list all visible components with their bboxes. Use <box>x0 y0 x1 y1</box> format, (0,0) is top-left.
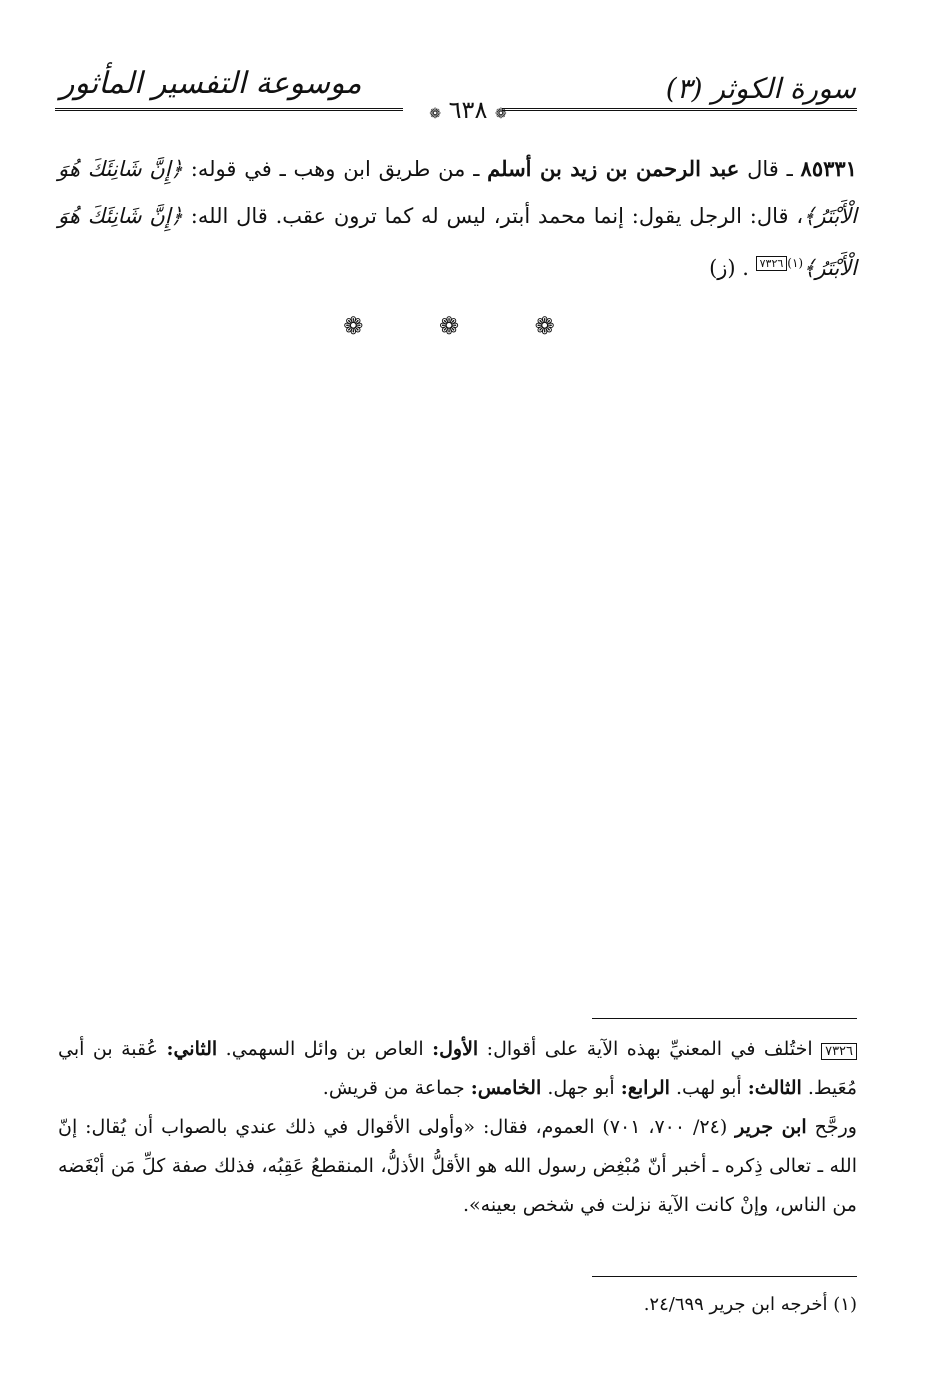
entry-intro: ـ قال <box>747 157 793 181</box>
source-footnote: (١) أخرجه ابن جرير ٢٤/٦٩٩. <box>643 1294 857 1315</box>
quran-quote-1: ﴿إِنَّ شَانِئَكَ هُوَ الْأَبْتَرُ﴾ <box>58 157 857 228</box>
commentary-p2-start: ورجَّح <box>814 1116 857 1138</box>
footnote-marker: (١) <box>787 256 804 270</box>
main-entry <box>58 145 857 292</box>
header-rule-left <box>55 108 403 111</box>
entry-end: . (ز) <box>709 256 749 280</box>
entry-number: ٨٥٣٣١ <box>800 156 857 181</box>
opinion-4-value: أبو جهل. <box>547 1077 615 1099</box>
section-separator: ❁ ❁ ❁ <box>343 312 589 340</box>
commentary-box-number: ٧٣٢٦ <box>821 1043 857 1060</box>
opinion-5-value: جماعة من قريش. <box>322 1077 465 1099</box>
opinion-4-label: الرابع: <box>620 1077 670 1099</box>
header-rule-right <box>502 108 857 111</box>
surah-header: سورة الكوثر (٣) <box>665 72 856 105</box>
commentary-reference-box: ٧٣٢٦ <box>756 256 788 271</box>
commentary-p1: اختُلف في المعنيِّ بهذه الآية على أقوال: <box>486 1038 813 1060</box>
ornament-icon: ❁ <box>429 106 442 122</box>
scholar-name: ابن جرير <box>735 1116 807 1138</box>
narrator-name: عبد الرحمن بن زيد بن أسلم <box>487 156 740 181</box>
footnote-divider <box>592 1018 857 1019</box>
opinion-3-value: أبو لهب. <box>676 1077 742 1099</box>
opinion-3-label: الثالث: <box>747 1077 802 1099</box>
page-number-value: ٦٣٨ <box>448 96 488 124</box>
page-number <box>428 96 508 124</box>
opinion-2-label: الثاني: <box>166 1038 218 1060</box>
opinion-1-label: الأول: <box>432 1038 479 1060</box>
footnote-divider-2 <box>592 1276 857 1277</box>
commentary-p2-rest: (٢٤/ ٧٠٠، ٧٠١) العموم، فقال: «وأولى الأقوال في ذلك عندي بالصواب أن يُقال: إنّ الله ـ تعالى ذِكره ـ أخبر أنّ مُبْغِض رسول الله هو الأقلُّ الأذلُّ، المنقطعُ عَقِبُه، فذلك صفة كلِّ مَن أبْغَضه من الناس، وإنْ كانت الآية نزلت في شخص بعينه». <box>58 1116 857 1216</box>
ornament-icon: ❁ <box>494 106 507 122</box>
opinion-5-label: الخامس: <box>470 1077 542 1099</box>
entry-text-2: ، قال: الرجل يقول: إنما محمد أبتر، ليس له كما ترون عقب. قال الله: <box>190 204 804 228</box>
opinion-1-value: العاص بن وائل السهمي. <box>225 1038 424 1060</box>
opinion-2-value: عُقبة بن أبي مُعَيط. <box>58 1038 857 1099</box>
entry-text-1: ـ من طريق ابن وهب ـ في قوله: <box>190 157 480 181</box>
commentary-note <box>58 1030 857 1225</box>
quran-quote-2: ﴿إِنَّ شَانِئَكَ هُوَ الْأَبْتَرُ﴾ <box>58 204 857 280</box>
book-title-header: موسوعة التفسير المأثور <box>60 66 362 101</box>
